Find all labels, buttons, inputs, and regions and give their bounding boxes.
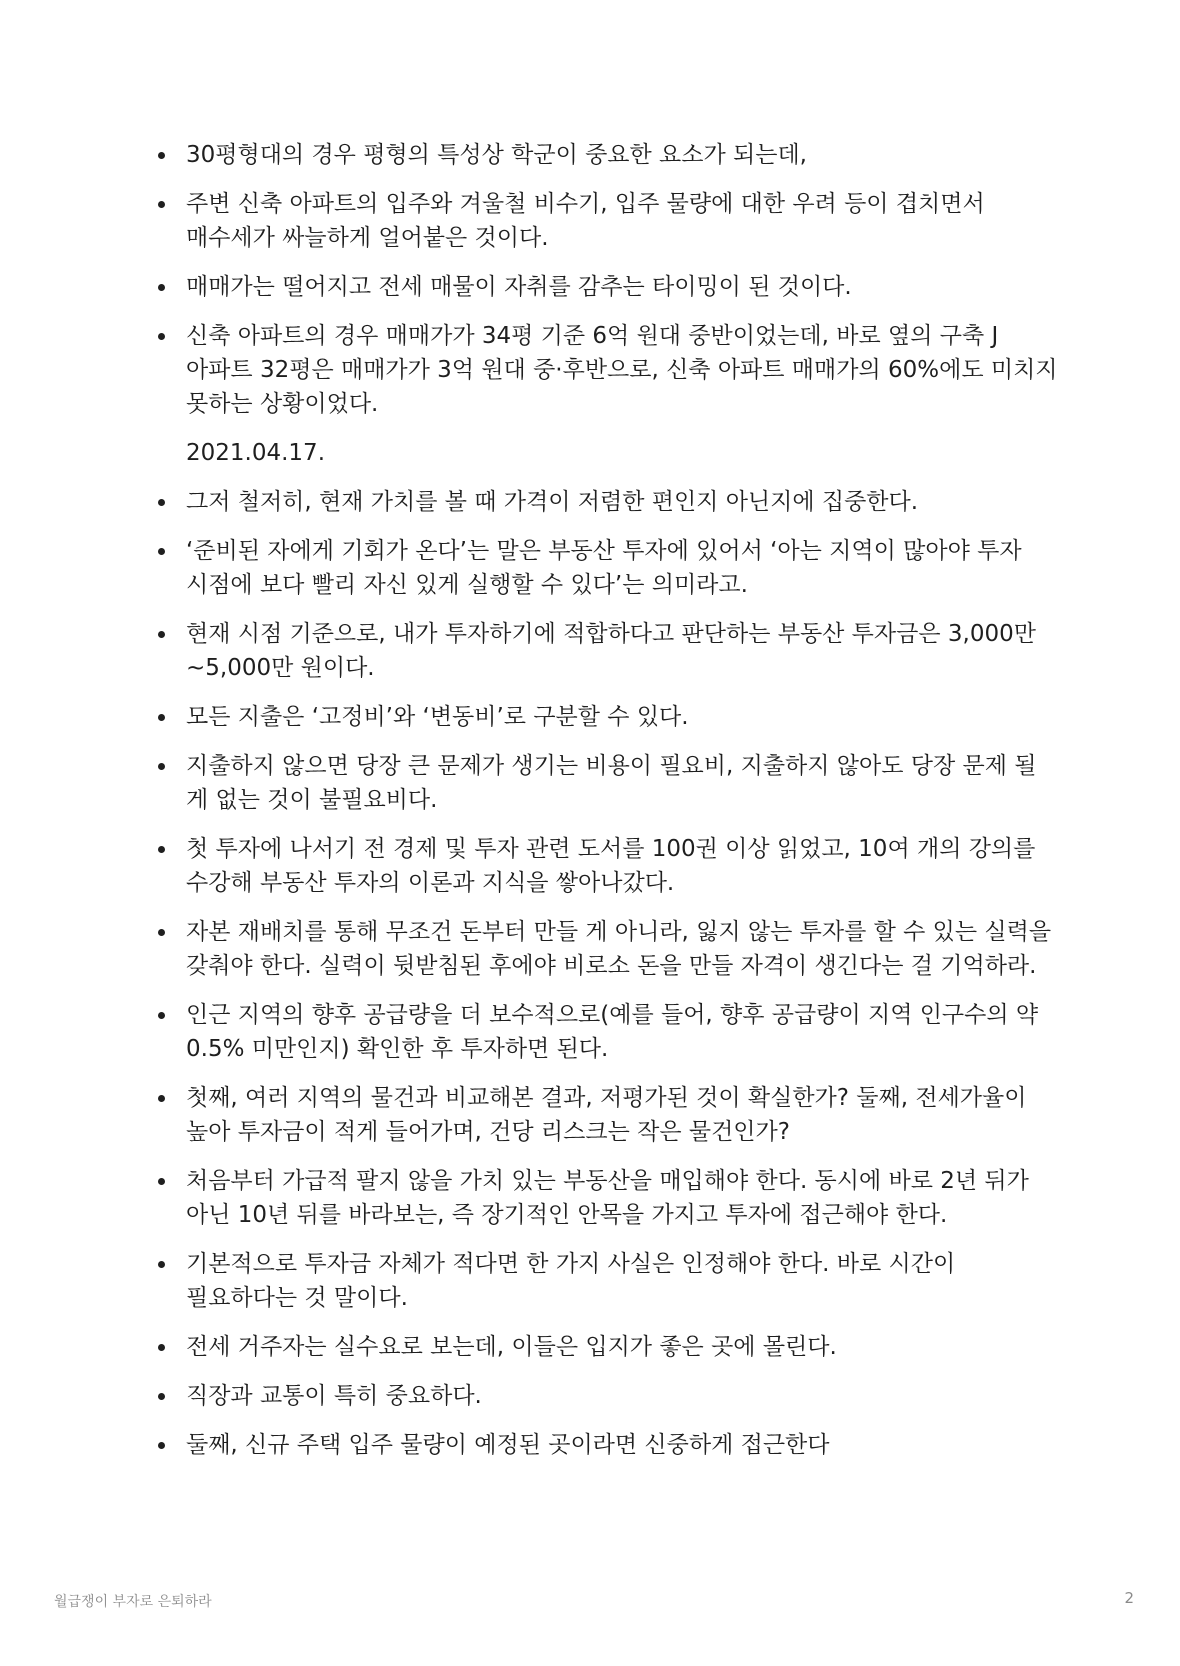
note-text: 지출하지 않으면 당장 큰 문제가 생기는 비용이 필요비, 지출하지 않아도 당장 문제 될 게 없는 것이 불필요비다. xyxy=(186,753,1037,813)
note-text: 그저 철저히, 현재 가치를 볼 때 가격이 저렴한 편인지 아닌지에 집중한다. xyxy=(186,489,919,515)
note-text: 모든 지출은 ‘고정비’와 ‘변동비’로 구분할 수 있다. xyxy=(186,704,689,730)
bullet-icon xyxy=(158,1393,165,1400)
bullet-icon xyxy=(158,631,165,638)
date-text: 2021.04.17. xyxy=(186,440,325,466)
note-item xyxy=(158,270,1058,304)
note-item xyxy=(158,319,1058,421)
note-text: 첫째, 여러 지역의 물건과 비교해본 결과, 저평가된 것이 확실한가? 둘째, 전세가율이 높아 투자금이 적게 들어가며, 건당 리스크는 작은 물건인가? xyxy=(186,1085,1027,1145)
note-item xyxy=(158,1081,1058,1149)
note-text: 현재 시점 기준으로, 내가 투자하기에 적합하다고 판단하는 부동산 투자금은 3,000만~5,000만 원이다. xyxy=(186,621,1036,681)
bullet-icon xyxy=(158,284,165,291)
bullet-icon xyxy=(158,1442,165,1449)
note-text: ‘준비된 자에게 기회가 온다’는 말은 부동산 투자에 있어서 ‘아는 지역이 많아야 투자 시점에 보다 빨리 자신 있게 실행할 수 있다’는 의미라고. xyxy=(186,538,1022,598)
note-text: 처음부터 가급적 팔지 않을 가치 있는 부동산을 매입해야 한다. 동시에 바로 2년 뒤가 아닌 10년 뒤를 바라보는, 즉 장기적인 안목을 가지고 투자에 접근해야 한다. xyxy=(186,1168,1029,1228)
note-text: 전세 거주자는 실수요로 보는데, 이들은 입지가 좋은 곳에 몰린다. xyxy=(186,1334,837,1360)
note-text: 인근 지역의 향후 공급량을 더 보수적으로(예를 들어, 향후 공급량이 지역 인구수의 약 0.5% 미만인지) 확인한 후 투자하면 된다. xyxy=(186,1002,1039,1062)
note-item xyxy=(158,138,1058,172)
note-text: 첫 투자에 나서기 전 경제 및 투자 관련 도서를 100권 이상 읽었고, 10여 개의 강의를 수강해 부동산 투자의 이론과 지식을 쌓아나갔다. xyxy=(186,836,1036,896)
note-item xyxy=(158,749,1058,817)
note-text: 30평형대의 경우 평형의 특성상 학군이 중요한 요소가 되는데, xyxy=(186,142,807,168)
note-text: 기본적으로 투자금 자체가 적다면 한 가지 사실은 인정해야 한다. 바로 시간이 필요하다는 것 말이다. xyxy=(186,1251,956,1311)
note-item xyxy=(158,1428,1058,1462)
bullet-icon xyxy=(158,1344,165,1351)
bullet-icon xyxy=(158,499,165,506)
page-number: 2 xyxy=(1124,1589,1134,1607)
bullet-icon xyxy=(158,1095,165,1102)
note-item xyxy=(158,534,1058,602)
bullet-icon xyxy=(158,1261,165,1268)
note-text: 신축 아파트의 경우 매매가가 34평 기준 6억 원대 중반이었는데, 바로 옆의 구축 J 아파트 32평은 매매가가 3억 원대 중·후반으로, 신축 아파트 매매가의 60%에도 미치지 못하는 상황이었다. xyxy=(186,323,1058,417)
note-item xyxy=(158,998,1058,1066)
bullet-icon xyxy=(158,846,165,853)
bullet-icon xyxy=(158,1178,165,1185)
note-text: 둘째, 신규 주택 입주 물량이 예정된 곳이라면 신중하게 접근한다 xyxy=(186,1432,830,1458)
note-item xyxy=(158,1330,1058,1364)
bullet-icon xyxy=(158,1012,165,1019)
bullet-icon xyxy=(158,201,165,208)
note-text: 매매가는 떨어지고 전세 매물이 자취를 감추는 타이밍이 된 것이다. xyxy=(186,274,852,300)
bullet-icon xyxy=(158,152,165,159)
note-item xyxy=(158,915,1058,983)
bullet-icon xyxy=(158,929,165,936)
note-date xyxy=(158,436,1058,470)
note-item xyxy=(158,700,1058,734)
note-item xyxy=(158,485,1058,519)
bullet-icon xyxy=(158,548,165,555)
bullet-icon xyxy=(158,763,165,770)
note-text: 직장과 교통이 특히 중요하다. xyxy=(186,1383,482,1409)
footer-book-title: 월급쟁이 부자로 은퇴하라 xyxy=(54,1594,212,1610)
note-item xyxy=(158,1379,1058,1413)
note-item xyxy=(158,1247,1058,1315)
note-item xyxy=(158,617,1058,685)
note-item xyxy=(158,187,1058,255)
highlight-notes-list xyxy=(158,138,1058,1477)
note-item xyxy=(158,832,1058,900)
note-item xyxy=(158,1164,1058,1232)
bullet-icon xyxy=(158,333,165,340)
note-text: 주변 신축 아파트의 입주와 겨울철 비수기, 입주 물량에 대한 우려 등이 겹치면서 매수세가 싸늘하게 얼어붙은 것이다. xyxy=(186,191,985,251)
bullet-icon xyxy=(158,714,165,721)
note-text: 자본 재배치를 통해 무조건 돈부터 만들 게 아니라, 잃지 않는 투자를 할 수 있는 실력을 갖춰야 한다. 실력이 뒷받침된 후에야 비로소 돈을 만들 자격이 생긴다는 걸 기억하라. xyxy=(186,919,1052,979)
